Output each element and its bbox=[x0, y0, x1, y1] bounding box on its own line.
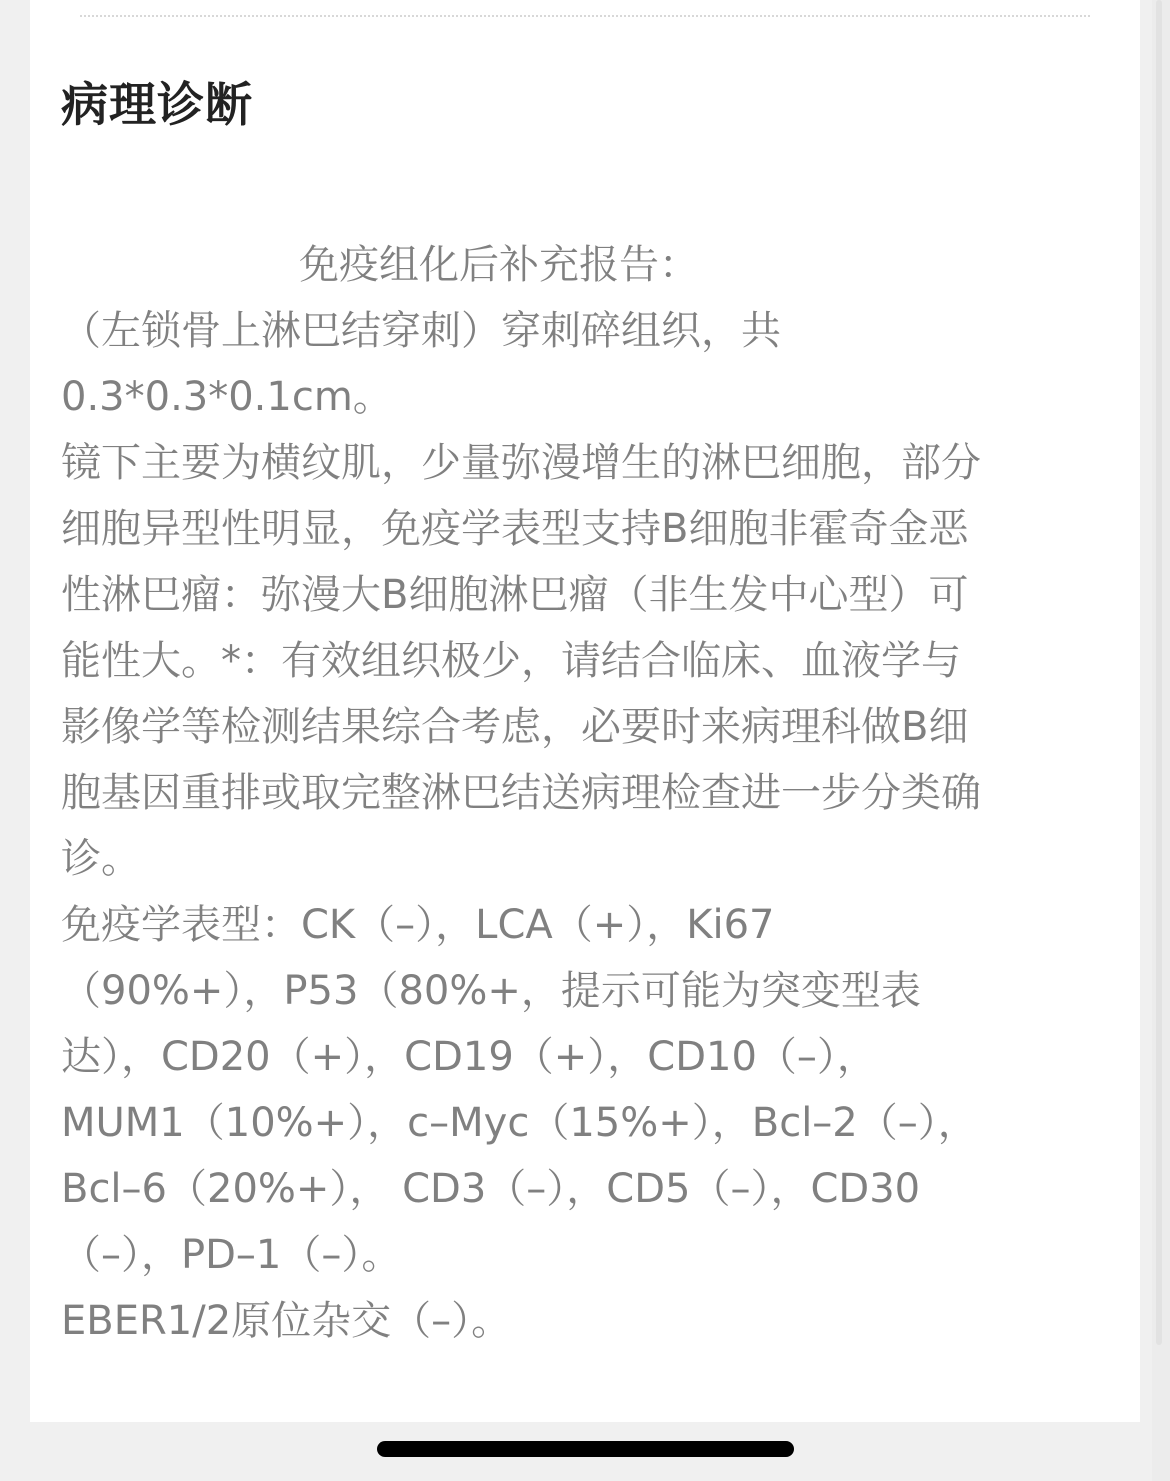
report-line: EBER1/2原位杂交（–）。 bbox=[61, 1298, 512, 1344]
report-line: 诊。 bbox=[61, 836, 141, 882]
home-indicator[interactable] bbox=[377, 1441, 794, 1457]
report-body[interactable] bbox=[61, 232, 1101, 1354]
report-line: 免疫学表型：CK（–），LCA（+），Ki67 bbox=[61, 902, 775, 948]
report-card bbox=[30, 0, 1140, 1422]
report-line: 细胞异型性明显，免疫学表型支持B细胞非霍奇金恶 bbox=[61, 506, 969, 552]
report-line: 能性大。*：有效组织极少，请结合临床、血液学与 bbox=[61, 638, 961, 684]
report-line: （90%+），P53（80%+，提示可能为突变型表 bbox=[61, 968, 921, 1014]
report-line: 达），CD20（+），CD19（+），CD10（–）， bbox=[61, 1034, 877, 1080]
report-line: （左锁骨上淋巴结穿刺）穿刺碎组织，共 bbox=[61, 308, 781, 354]
report-line: Bcl–6（20%+）， CD3（–），CD5（–），CD30 bbox=[61, 1166, 921, 1212]
report-line: 影像学等检测结果综合考虑，必要时来病理科做B细 bbox=[61, 704, 969, 750]
report-line: 镜下主要为横纹肌，少量弥漫增生的淋巴细胞，部分 bbox=[61, 440, 981, 486]
report-line: （–），PD–1（–）。 bbox=[61, 1232, 402, 1278]
report-line: MUM1（10%+），c–Myc（15%+），Bcl–2（–）， bbox=[61, 1100, 978, 1146]
report-heading: 免疫组化后补充报告： bbox=[299, 242, 699, 288]
dotted-divider bbox=[80, 15, 1090, 17]
section-title: 病理诊断 bbox=[61, 78, 253, 133]
report-line: 性淋巴瘤：弥漫大B细胞淋巴瘤（非生发中心型）可 bbox=[61, 572, 969, 618]
scrollbar[interactable] bbox=[1156, 0, 1162, 1345]
report-line: 胞基因重排或取完整淋巴结送病理检查进一步分类确 bbox=[61, 770, 981, 816]
report-line: 0.3*0.3*0.1cm。 bbox=[61, 374, 393, 420]
